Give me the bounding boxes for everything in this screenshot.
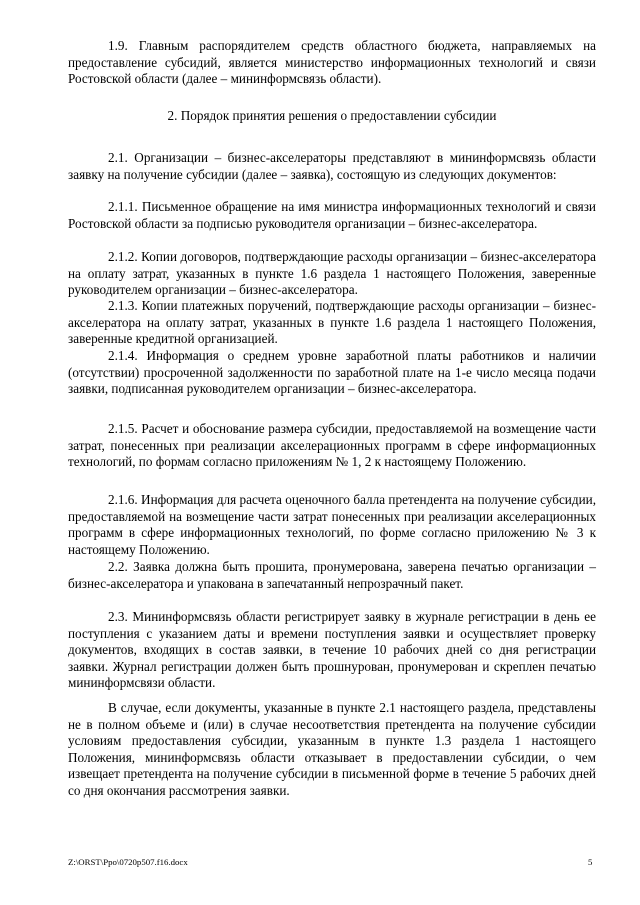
paragraph-1-9: 1.9. Главным распорядителем средств областного бюджета, направляемых на предоставление субсидий, является министерство информационных технологий и связи Ростовской области (далее – мининформсвязь области). [68,38,596,87]
footer-page-number: 5 [588,857,593,867]
paragraph-2-1-1: 2.1.1. Письменное обращение на имя министра информационных технологий и связи Ростовской области за подписью руководителя организации – бизнес-акселератора. [68,199,596,231]
paragraph-2-1-2: 2.1.2. Копии договоров, подтверждающие расходы организации – бизнес-акселератора на оплату затрат, указанных в пункте 1.6 раздела 1 настоящего Положения, заверенные руководителем организации – бизнес-акселератора. [68,249,596,298]
paragraph-2-1-4: 2.1.4. Информация о среднем уровне заработной платы работников и наличии (отсутствии) просроченной задолженности по заработной плате на 1-е число месяца подачи заявки, подписанная руководителем организации – бизнес-акселератора. [68,348,596,397]
paragraph-2-2: 2.2. Заявка должна быть прошита, пронумерована, заверена печатью организации – бизнес-акселератора и упакована в запечатанный непрозрачный пакет. [68,559,596,591]
footer-file-path: Z:\ORST\Ppo\0720p507.f16.docx [68,857,188,867]
paragraph-2-1-3: 2.1.3. Копии платежных поручений, подтверждающие расходы организации – бизнес-акселератора на оплату затрат, указанных в пункте 1.6 раздела 1 настоящего Положения, заверенные кредитной организацией. [68,298,596,347]
paragraph-2-1-6: 2.1.6. Информация для расчета оценочного балла претендента на получение субсидии, предоставляемой на возмещение части затрат понесенных при реализации акселерационных программ в сфере информационных технологий, по форме согласно приложению № 3 к настоящему Положению. [68,492,596,557]
paragraph-2-1: 2.1. Организации – бизнес-акселераторы представляют в мининформсвязь области заявку на получение субсидии (далее – заявка), состоящую из следующих документов: [68,150,596,182]
section-heading: 2. Порядок принятия решения о предоставлении субсидии [167,108,497,123]
paragraph-2-1-5: 2.1.5. Расчет и обоснование размера субсидии, предоставляемой на возмещение части затрат, понесенных при реализации акселерационных программ в сфере информационных технологий, по формам согласно приложениям № 1, 2 к настоящему Положению. [68,421,596,470]
paragraph-refusal-case: В случае, если документы, указанные в пункте 2.1 настоящего раздела, представлены не в полном объеме и (или) в случае несоответствия претендента на получение субсидии условиям предоставления субсидии, указанным в пункте 1.3 раздела 1 настоящего Положения, мининформсвязь области отказывает в предоставлении субсидии, о чем извещает претендента на получение субсидии в письменной форме в течение 5 рабочих дней со дня окончания рассмотрения заявки. [68,700,596,798]
paragraph-2-3: 2.3. Мининформсвязь области регистрирует заявку в журнале регистрации в день ее поступления с указанием даты и времени поступления заявки и осуществляет проверку документов, входящих в состав заявки, в течение 10 рабочих дней со дня регистрации заявки. Журнал регистрации должен быть прошнурован, пронумерован и скреплен печатью мининформсвязи области. [68,609,596,691]
